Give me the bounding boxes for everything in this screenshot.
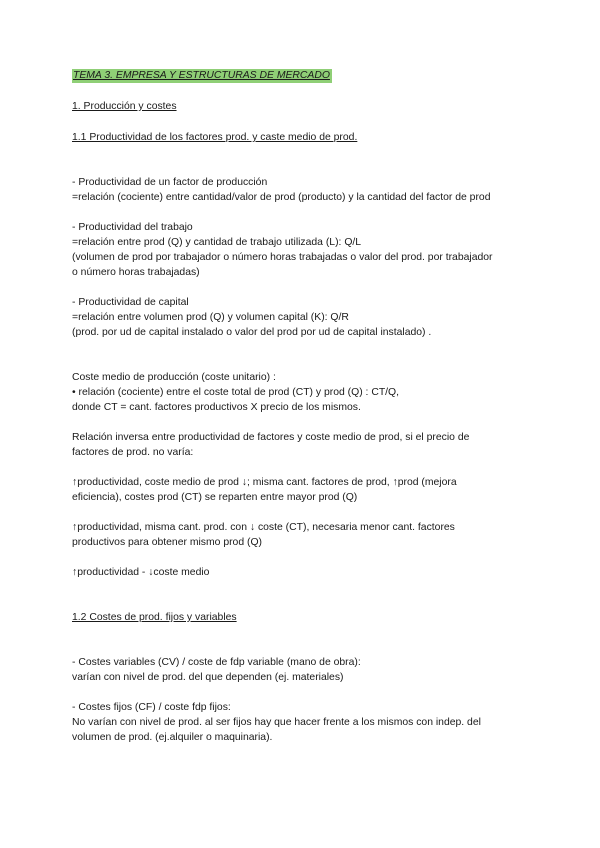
arrow-point-1-line-2: eficiencia), costes prod (CT) se reparten entre mayor prod (Q) [72,492,358,503]
trabajo-note-line-2: o número horas trabajadas) [72,267,200,278]
costes-fijos-definition-line-1: No varían con nivel de prod. al ser fijos hay que hacer frente a los mismos con indep. del [72,717,481,728]
trabajo-definition: =relación entre prod (Q) y cantidad de trabajo utilizada (L): Q/L [72,237,362,248]
arrow-point-1-line-1: ↑productividad, coste medio de prod ↓; misma cant. factores de prod, ↑prod (mejora [72,477,457,488]
section-heading-1: 1. Producción y costes [72,101,177,112]
coste-medio-donde: donde CT = cant. factores productivos X precio de los mismos. [72,402,361,413]
section-heading-1-2: 1.2 Costes de prod. fijos y variables [72,612,237,623]
arrow-point-3: ↑productividad - ↓coste medio [72,567,210,578]
relacion-inversa-line-1: Relación inversa entre productividad de factores y coste medio de prod, si el precio de [72,432,470,443]
trabajo-heading: - Productividad del trabajo [72,222,193,233]
costes-variables-heading: - Costes variables (CV) / coste de fdp variable (mano de obra): [72,657,361,668]
document-page [72,68,532,745]
document-title: TEMA 3. EMPRESA Y ESTRUCTURAS DE MERCADO [73,70,330,81]
capital-note: (prod. por ud de capital instalado o valor del prod por ud de capital instalado) . [72,327,432,338]
arrow-point-2-line-1: ↑productividad, misma cant. prod. con ↓ coste (CT), necesaria menor cant. factores [72,522,455,533]
costes-variables-definition: varían con nivel de prod. del que dependen (ej. materiales) [72,672,344,683]
factor-definition: =relación (cociente) entre cantidad/valor de prod (producto) y la cantidad del factor de prod [72,192,491,203]
capital-heading: - Productividad de capital [72,297,189,308]
relacion-inversa-line-2: factores de prod. no varía: [72,447,194,458]
trabajo-note-line-1: (volumen de prod por trabajador o número horas trabajadas o valor del prod. por trabajador [72,252,493,263]
coste-medio-definition: • relación (cociente) entre el coste total de prod (CT) y prod (Q) : CT/Q, [72,387,400,398]
section-heading-1-1: 1.1 Productividad de los factores prod. y caste medio de prod. [72,132,358,143]
coste-medio-heading: Coste medio de producción (coste unitario) : [72,372,276,383]
arrow-point-2-line-2: productivos para obtener mismo prod (Q) [72,537,262,548]
capital-definition: =relación entre volumen prod (Q) y volumen capital (K): Q/R [72,312,349,323]
costes-fijos-definition-line-2: volumen de prod. (ej.alquiler o maquinaria). [72,732,273,743]
costes-fijos-heading: - Costes fijos (CF) / coste fdp fijos: [72,702,231,713]
factor-heading: - Productividad de un factor de producción [72,177,268,188]
